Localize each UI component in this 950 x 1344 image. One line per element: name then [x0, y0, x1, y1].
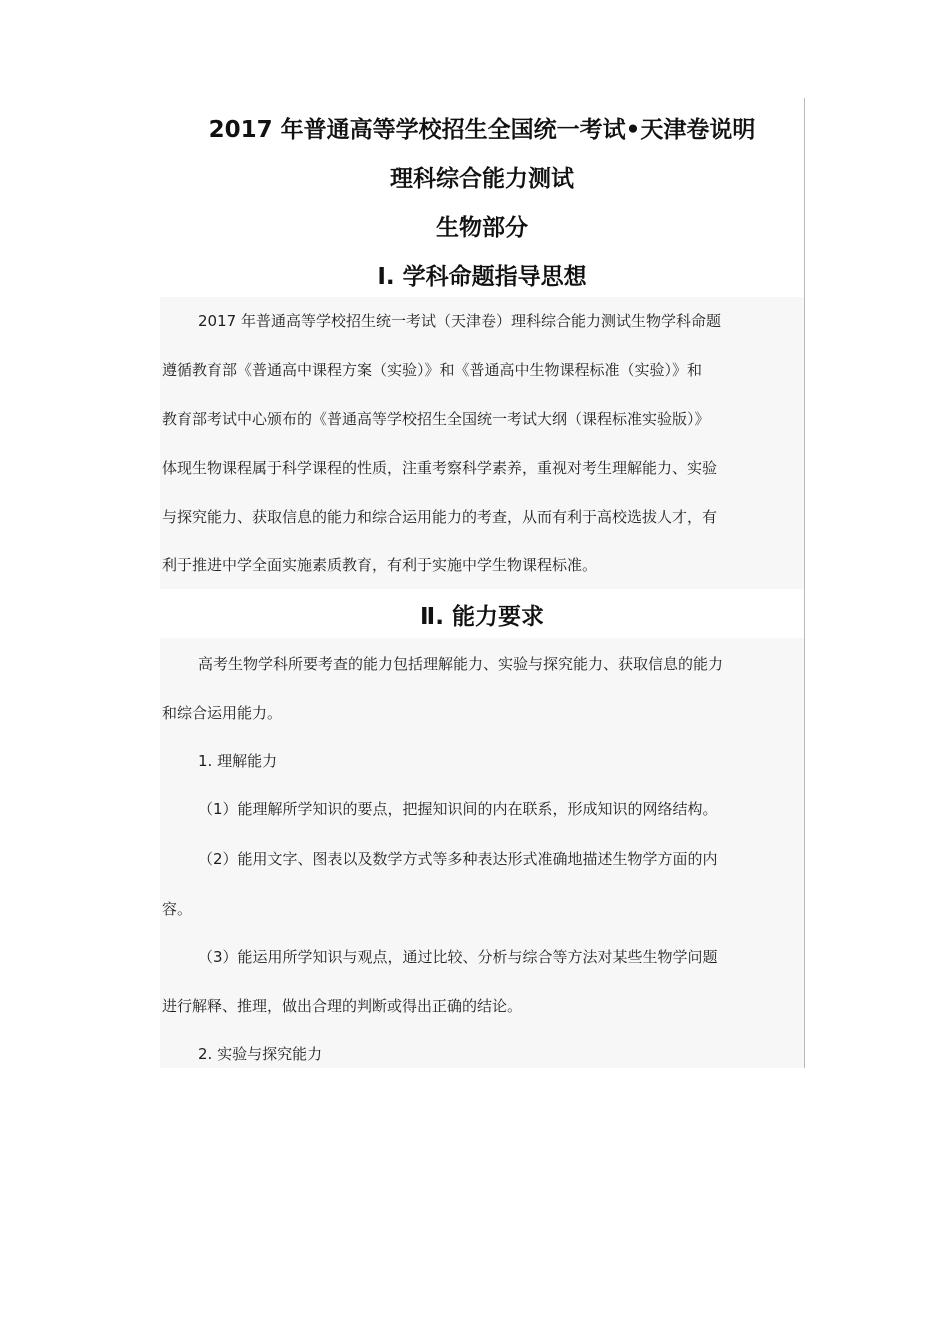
list-item: （1）能理解所学知识的要点，把握知识间的内在联系，形成知识的网络结构。	[198, 800, 718, 818]
list-heading: 2. 实验与探究能力	[198, 1045, 323, 1063]
document-part: 生物部分	[436, 215, 528, 241]
list-heading: 1. 理解能力	[198, 752, 278, 770]
paragraph-line: 高考生物学科所要考查的能力包括理解能力、实验与探究能力、获取信息的能力	[198, 655, 724, 673]
paragraph-line: 进行解释、推理，做出合理的判断或得出正确的结论。	[162, 997, 523, 1015]
section-1-heading: Ⅰ. 学科命题指导思想	[377, 264, 587, 290]
paragraph-line: 2017 年普通高等学校招生统一考试（天津卷）理科综合能力测试生物学科命题	[198, 312, 721, 330]
paragraph-line: 利于推进中学全面实施素质教育，有利于实施中学生物课程标准。	[162, 556, 598, 574]
paragraph-line: 和综合运用能力。	[162, 704, 283, 722]
document-subtitle: 理科综合能力测试	[390, 166, 574, 192]
paragraph-line: 容。	[162, 900, 193, 918]
list-item: （2）能用文字、图表以及数学方式等多种表达形式准确地描述生物学方面的内	[198, 850, 718, 868]
list-item: （3）能运用所学知识与观点，通过比较、分析与综合等方法对某些生物学问题	[198, 948, 718, 966]
section-1-body	[160, 297, 804, 589]
paragraph-line: 教育部考试中心颁布的《普通高等学校招生全国统一考试大纲（课程标准实验版）》	[162, 410, 710, 428]
paragraph-line: 与探究能力、获取信息的能力和综合运用能力的考查，从而有利于高校选拔人才，有	[162, 508, 718, 526]
document-title: 2017 年普通高等学校招生全国统一考试•天津卷说明	[208, 117, 756, 143]
paragraph-line: 遵循教育部《普通高中课程方案（实验）》和《普通高中生物课程标准（实验）》和	[162, 361, 703, 379]
section-2-heading: Ⅱ. 能力要求	[420, 604, 544, 630]
paragraph-line: 体现生物课程属于科学课程的性质，注重考察科学素养，重视对考生理解能力、实验	[162, 459, 718, 477]
page-edge-rule	[804, 98, 805, 1068]
